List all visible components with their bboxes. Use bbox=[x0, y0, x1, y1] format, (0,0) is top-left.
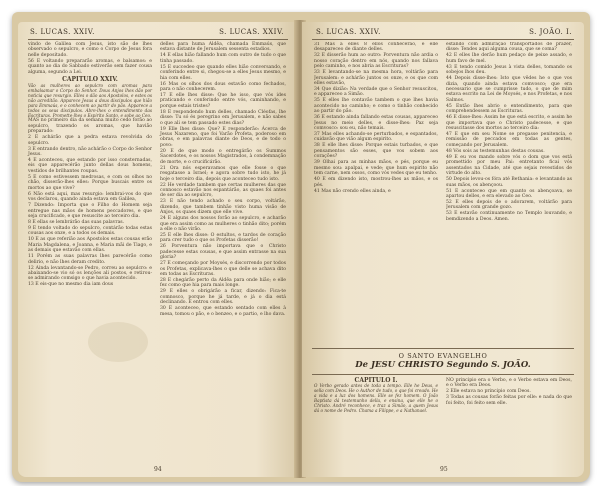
verse-paragraph: 5 E como estivessem medrosas, e com os olhos no chão, disserão-lhes elles: Porque buscais entre os mortos ao que vive? bbox=[28, 174, 152, 191]
verse-paragraph: 32 E disserão hum ao outro: Porventura não ardia o nosso coração dentro em nós, quando nos fallava pelo caminho, e nos abria as Escrituras? bbox=[314, 53, 438, 70]
verse-paragraph: 52 E elles depois de o adorarem, voltárão para Jerusalem com grande gozo. bbox=[446, 199, 572, 211]
verse-paragraph: 25 E elle lhes disse: O estultos, e tardos de coração para crer tudo o que os Profetas disserão! bbox=[160, 232, 286, 244]
verse-paragraph: 49 E eu vos mando sobre vós o dom que vos está promettido por meu Pai: entretanto ficai vós assentados na Cidade, até que sejais revestidos de virtude do alto. bbox=[446, 154, 572, 177]
verse-paragraph: 27 E começando por Moysés, e discorrendo por todos os Profetas, explicava-lhes o que delle se achava dito em todas as Escrituras. bbox=[160, 261, 286, 277]
verse-paragraph: NO principio era o Verbo, e o Verbo estava em Deos, e o Verbo era Deos. bbox=[446, 378, 572, 389]
left-folio: 94 bbox=[154, 466, 162, 473]
verse-paragraph: estando com admiração transportados de prazer, disse: Tendes aqui alguma cousa, que se coma? bbox=[446, 42, 572, 53]
verse-paragraph: 13 E eis-que no mesmo dia iam dous bbox=[28, 282, 114, 288]
verse-paragraph: 50 Depois levou-os fóra até Bethania: e levantando as suas mãos, os abençoou. bbox=[446, 177, 572, 188]
verse-paragraph: 47 E que em seu Nome se pregasse penitencia, e remissão de peccados em todas as gentes, começando por Jerusalem. bbox=[446, 132, 572, 148]
verse-paragraph: 3 E entrando dentro, não achárão o Corpo do Senhor Jesus. bbox=[28, 146, 152, 158]
verse-paragraph: 37 Mas elles achando-se perturbados, e espantados, cuidavão que vião algum espirito. bbox=[314, 132, 438, 143]
verse-paragraph: 34 Que dizião: Na verdade que o Senhor resuscitou, e appareceo a Simão. bbox=[314, 87, 438, 98]
verse-paragraph: 10 E as que referião aos Apostolos estas cousas erão Maria Magdalena, e Joanna, e Maria mãi de Tiago, e as demais que estavão com ellas. bbox=[28, 237, 152, 254]
verse-paragraph: 2 Elle estava no principio com Deos. bbox=[446, 389, 531, 395]
verse-paragraph: 29 E elles o obrigárão a ficar, dizendo: Fica-te comnosco, porque he já tarde, e já o dia está declinando. E entrou com elles. bbox=[160, 289, 286, 306]
verse-paragraph: 46 E disse-lhes: Assim he que está escrito, e assim he que importava que o Christo padecesse, e que resuscitasse dos mortos ao terceiro dia: bbox=[446, 115, 572, 132]
verse-paragraph: 48 Vós sois as testemunhas destas cousas. bbox=[446, 148, 545, 154]
verse-paragraph: 53 E estavão continuamente no Templo louvando, e bemdizendo a Deos. Amen. bbox=[446, 211, 572, 222]
gospel-heading: O SANTO EVANGELHO bbox=[398, 352, 488, 360]
verse-paragraph: 11 Porém as suas palavras lhes parecérão como delirio, e não lhes deram credito. bbox=[28, 254, 152, 265]
verse-paragraph: 39 Olhai para as minhas mãos, e pés, porque eu mesmo sou: apalpai, e vede; que hum espirito não tem carne, nem ossos, como vós vedes que eu tenho. bbox=[314, 160, 438, 177]
right-column-2 bbox=[446, 42, 572, 342]
verse-paragraph: 41 Mas não crendo elles ainda, e bbox=[314, 188, 391, 194]
right-page bbox=[302, 22, 584, 477]
verse-paragraph: 19 Elle lhes disse: Que? E responderão: Ácerca de Jesus Nazareno, que foi Varão Profeta, poderoso em obras, e em palavras diante de Deos, e de todo o povo: bbox=[160, 126, 286, 148]
left-header-left: S. LUCAS. XXIV. bbox=[30, 28, 95, 36]
verse-paragraph: 16 Mas os olhos dos dous estavão como fechados, para o não conhecerem. bbox=[160, 81, 286, 93]
gospel-column-1 bbox=[314, 378, 438, 413]
chapter-title: CAPITULO XXIV. bbox=[62, 76, 118, 84]
verse-paragraph: 4 E aconteceu, que estando por isso consternadas, eis que apparecérão junto dellas dous homens, vestidos de brilhantes roupas. bbox=[28, 158, 152, 174]
verse-paragraph: 26 Porventura não importava que o Christo padecesse estas cousas, e que assim entrasse na sua gloria? bbox=[160, 244, 286, 261]
right-header-left: S. LUCAS. XXIV. bbox=[316, 28, 381, 36]
left-column-2 bbox=[160, 42, 286, 318]
verse-paragraph: 9 E tendo voltado do sepulcro, contárão todas estas cousas aos onze, e a todos os demais. bbox=[28, 225, 152, 237]
right-column-1 bbox=[314, 42, 438, 342]
right-header-rule bbox=[312, 39, 574, 40]
verse-paragraph: 42 E elles lhe derão hum pedaço de peixe assado, e hum favo de mel. bbox=[446, 53, 572, 64]
verse-paragraph: 18 E respondendo hum delles, chamado Cléofas, lhe disse: Tu só és peregrino em Jerusalem, e não sabes o que ali se tem passado estes dias? bbox=[160, 109, 286, 126]
verse-paragraph: 56 E voltando prepararão aromas, e balsamos: e quanto ao dia do Sabbado estiverão sem fazer cousa alguma, segundo a Lei. bbox=[28, 58, 152, 75]
gospel-column-2 bbox=[446, 378, 572, 407]
gospel-subtitle: De JESU CHRISTO Segundo S. JOÃO. bbox=[355, 360, 531, 370]
left-page bbox=[18, 22, 298, 477]
verse-paragraph: 35 E elles lhe contavão tambem o que lhes havia acontecido no caminho; e como o tinhão conhecido ao partir do pão. bbox=[314, 98, 438, 115]
verse-paragraph: 30 E aconteceo, que estando sentado com elles à mesa, tomou o pão, e o benzeo, e o partio, e lho dava. bbox=[160, 306, 286, 317]
verse-paragraph: 38 E elle lhes disse: Porque estais turbados, e que pensamentos são esses, que vos sobem aos corações? bbox=[314, 143, 438, 160]
verse-paragraph: 51 E aconteceo que em quanto os abençoava, se apartou delles, e era elevado ao Ceo. bbox=[446, 188, 572, 199]
gospel-title-block bbox=[312, 352, 574, 370]
verse-paragraph: vindo de Galilea com Jesus, isto são de lhes observado o sepulcro, e como o Corpo de Jesus fora nelle depositado. bbox=[28, 42, 152, 58]
left-header-rule bbox=[28, 39, 288, 40]
verse-paragraph: 20 E de que modo o entregárão os Summos Sacerdotes, e os nossos Magistrados, à condemnação de morte, e o crucificárão. bbox=[160, 148, 286, 165]
verse-paragraph: 12 Ainda levantando-se Pedro, correu ao sepulcro: e abaixando-se vio só os lenções ali postos, e retirou-se admirando comsigo o que havia acontecido. bbox=[28, 265, 152, 282]
chapter-summary: Vão as mulheres ao sepulcro com aromas para embalsamar o Corpo do Senhor. Dous Anjos lhes dão por noticia que resurgio. Elles o dão aos Apostolos, e estes os não acreditão. Apparece Jesus a dous discipulos que hião para Emmaús, e o conhecem ao partir do pão. Apparece a todos os seus discipulos. Abre-lhes o entendimento das Escrituras. Promette-lhes o Espirito Santo, e sobe ao Ceo. bbox=[28, 83, 152, 119]
verse-paragraph: 36 E estando ainda fallando estas cousas, appareceo Jesus no meio delles, e disse-lhes: Paz seja comvosco: sou eu, não temais. bbox=[314, 115, 438, 132]
paper-stain bbox=[88, 322, 148, 362]
verse-paragraph: 28 E chegárão perto da Aldêa para onde hião; e elle fez como que hia para mais longe. bbox=[160, 277, 286, 289]
verse-paragraph: 24 E alguns dos nossos forão ao sepulcro, e acharão que era assim como as mulheres o tinhão dito; porém a elle o não virão. bbox=[160, 216, 286, 232]
verse-paragraph: 3 Todas as cousas forão feitas por elle: e nada do que foi feito, foi feito sem elle. bbox=[446, 395, 572, 406]
verse-paragraph: 6 Não está aqui, mas resurgio: lembrai-vos do que vos declarou, quando ainda estava em Galilea, bbox=[28, 191, 152, 203]
left-header-right: S. LUCAS. XXIV. bbox=[219, 28, 284, 36]
verse-paragraph: 31 Mas a elles 8 ellos conheceráo, e elle desapareceo de diante delles. bbox=[314, 42, 438, 53]
verse-paragraph: 17 E elle lhes disse: Que he isso, que vós ides praticando e conferindo entre vós, caminhando, e porque estais tristes? bbox=[160, 93, 286, 109]
verse-paragraph: 2 E achárão que a pedra estava revolvida do sepulcro. bbox=[28, 135, 152, 146]
gospel-divider bbox=[312, 348, 574, 349]
verse-paragraph: 33 E levantando-se na mesma hora, voltárão para Jerusalem: e achárão juntos os onze, e os que com elles estavão, bbox=[314, 70, 438, 87]
gospel-summary: O Verbo gerado antes de toda a tempo. Elle he Deus, e sella com Deos. He o Author de tudo, o que foi creado. He a vida e a luz dos homens. Elle se fez homem. O João Baptista dá testemunho della, e ensina, que elle he o Christo. André reconhece, e traz a Simão, a quem Jesus dá o nome de Pedro. Chama a Filippe, e a Nathanael. bbox=[314, 383, 438, 414]
right-folio: 95 bbox=[440, 466, 448, 473]
verse-paragraph: 8 E ellas se lembrárão das suas palavras. bbox=[28, 219, 125, 225]
verse-paragraph: 15 E succedeo que quando elles hião conversando, e conferindo entre si, chegou-se a elles Jesus mesmo, e hia com elles. bbox=[160, 64, 286, 81]
verse-paragraph: 23 E não tendo achado o seu corpo, voltárão, dizendo, que tambem tinhão visto huma visão de Anjos, os quaes dizem que elle vive. bbox=[160, 199, 286, 216]
right-header-right: S. JOÃO. I. bbox=[529, 28, 572, 36]
verse-paragraph: 21 Ora nós esperavamos que elle fosse o que resgatasse a Israel; e agora sobre tudo isto, he já hoje o terceiro dia, depois que aconteceo tudo isto. bbox=[160, 165, 286, 182]
verse-paragraph: 43 E tendo comido Jesus à vista delles, tomando os sobejos lhos deu. bbox=[446, 64, 572, 76]
verse-paragraph: delles para huma Aldêa, chamada Emmaús, que estava distante de Jerusalem sessenta estadios. bbox=[160, 42, 286, 53]
verse-paragraph: 40 E em dizendo isto, mostrou-lhes as mãos, e os pés. bbox=[314, 177, 438, 188]
left-column-1 bbox=[28, 42, 152, 288]
verse-paragraph: MAS no primeiro dia da semana muito cedo forão ao sepulcro, trazendo os aromas, que havião preparado: bbox=[28, 118, 152, 135]
verse-paragraph: 14 E ellas hião fallando hum com outro de tudo o que tinha passado. bbox=[160, 53, 286, 64]
gospel-subtitle-rule bbox=[312, 374, 574, 375]
verse-paragraph: 7 Dizendo: Importa que o Filho do Homem seja entregue nas mãos de homens peccadores, e que seja crucificado, e que resuscite ao terceiro dia. bbox=[28, 203, 152, 219]
open-book bbox=[12, 12, 590, 482]
gospel-chapter: CAPITULO I. bbox=[354, 377, 398, 384]
verse-paragraph: 44 Depois disse-lhes: Isto que vêdes he o que vos dizia, quando ainda estava comvosco; que era necessario que se cumprisse tudo, o que de mim estava escrito na Lei de Moysés, e nos Profetas, e nos Salmos. bbox=[446, 76, 572, 103]
verse-paragraph: 45 Então lhes abrio o entendimento, para que comprehendessem as Escrituras. bbox=[446, 103, 572, 115]
verse-paragraph: 22 He verdade tambem que certas mulheres das que connosco estavão nos espantárão, as quaes foi antes de ser dia ao sepulcro, bbox=[160, 182, 286, 199]
